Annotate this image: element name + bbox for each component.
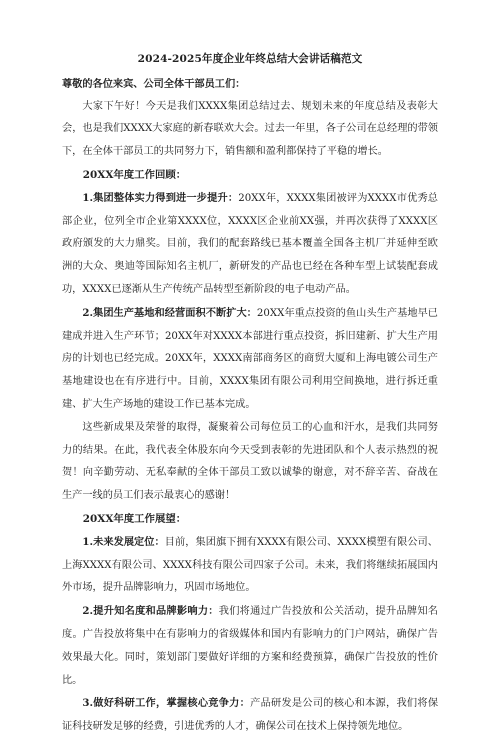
outlook-item-1 [62,531,438,600]
intro-paragraph: 大家下午好！今天是我们XXXX集团总结过去、规划未来的年度总结及表彰大会，也是我们XXXX大家庭的新春联欢大会。过去一年里，各子公司在总经理的带领下，在全体干部员工的共同努力下，销售额和盈利都保持了平稳的增长。 [62,100,438,158]
review-item-2-lead: 2.集团生产基地和经营面积不断扩大： [82,306,257,319]
outlook-item-1-text: 目前，集团旗下拥有XXXX有限公司、XXXX模塑有限公司、上海XXXX有限公司、XXXX科技有限公司四家子公司。未来，我们将继续拓展国内外市场，提升品牌影响力，巩固市场地位。 [62,536,438,594]
review-item-1-text: 20XX年，XXXX集团被评为XXXX市优秀总部企业，位列全市企业第XXXX位，XXXX区企业前XX强，并再次获得了XXXX区政府颁发的大力鼎奖。目前，我们的配套路线已基本覆盖全国各主机厂并延伸至欧洲的大众、奥迪等国际知名主机厂，新研发的产品也已经在各种车型上试装配套成功，XXXX已逐渐从生产传统产品转型至新阶段的电子电动产品。 [62,192,438,295]
review-item-2-text: 20XX年重点投资的鱼山头生产基地早已建成并进入生产环节；20XX年对XXXX本部进行重点投资，拆旧建新、扩大生产用房的计划也已经完成。20XX年，XXXX南部商务区的商贸大厦和上海电镀公司生产基地建设也在有序进行中。目前，XXXX集团有限公司利用空间换地，进行拆迁重建、扩大生产场地的建设工作已基本完成。 [62,307,438,410]
review-item-1 [62,187,438,302]
outlook-item-3 [62,692,438,739]
outlook-item-2-text: 我们将通过广告投放和公关活动，提升品牌知名度。广告投放将集中在有影响力的省级媒体和国内有影响力的门户网站，确保广告效果最大化。同时，策划部门要做好详细的方案和经费预算，确保广告投放的性价比。 [62,606,438,686]
outlook-item-2-lead: 2.提升知名度和品牌影响力： [82,605,219,618]
outlook-item-2 [62,600,438,692]
salutation: 尊敬的各位来宾、公司全体干部员工们： [62,77,246,90]
outlook-item-3-lead: 3.做好科研工作，掌握核心竞争力： [82,697,251,710]
review-item-1-lead: 1.集团整体实力得到进一步提升： [82,191,239,204]
review-heading: 20XX年度工作回顾： [82,168,187,181]
review-item-2 [62,302,438,417]
outlook-heading: 20XX年度工作展望： [82,512,187,525]
outlook-item-3-text: 产品研发是公司的核心和本源，我们将保证科技研发足够的经费，引进优秀的人才，确保公司在技术上保持领先地位。 [62,698,439,733]
thanks-paragraph: 这些新成果及荣誉的取得，凝聚着公司每位员工的心血和汗水，是我们共同努力的结果。在此，我代表全体股东向今天受到表彰的先进团队和个人表示热烈的祝贺！向辛勤劳动、无私奉献的全体干部员工致以诚挚的谢意，对不辞辛苦、奋战在生产一线的员工们表示最衷心的感谢！ [62,421,438,502]
outlook-item-1-lead: 1.未来发展定位： [82,535,165,548]
document-title: 2024-2025年度企业年终总结大会讲话稿范文 [137,53,363,65]
